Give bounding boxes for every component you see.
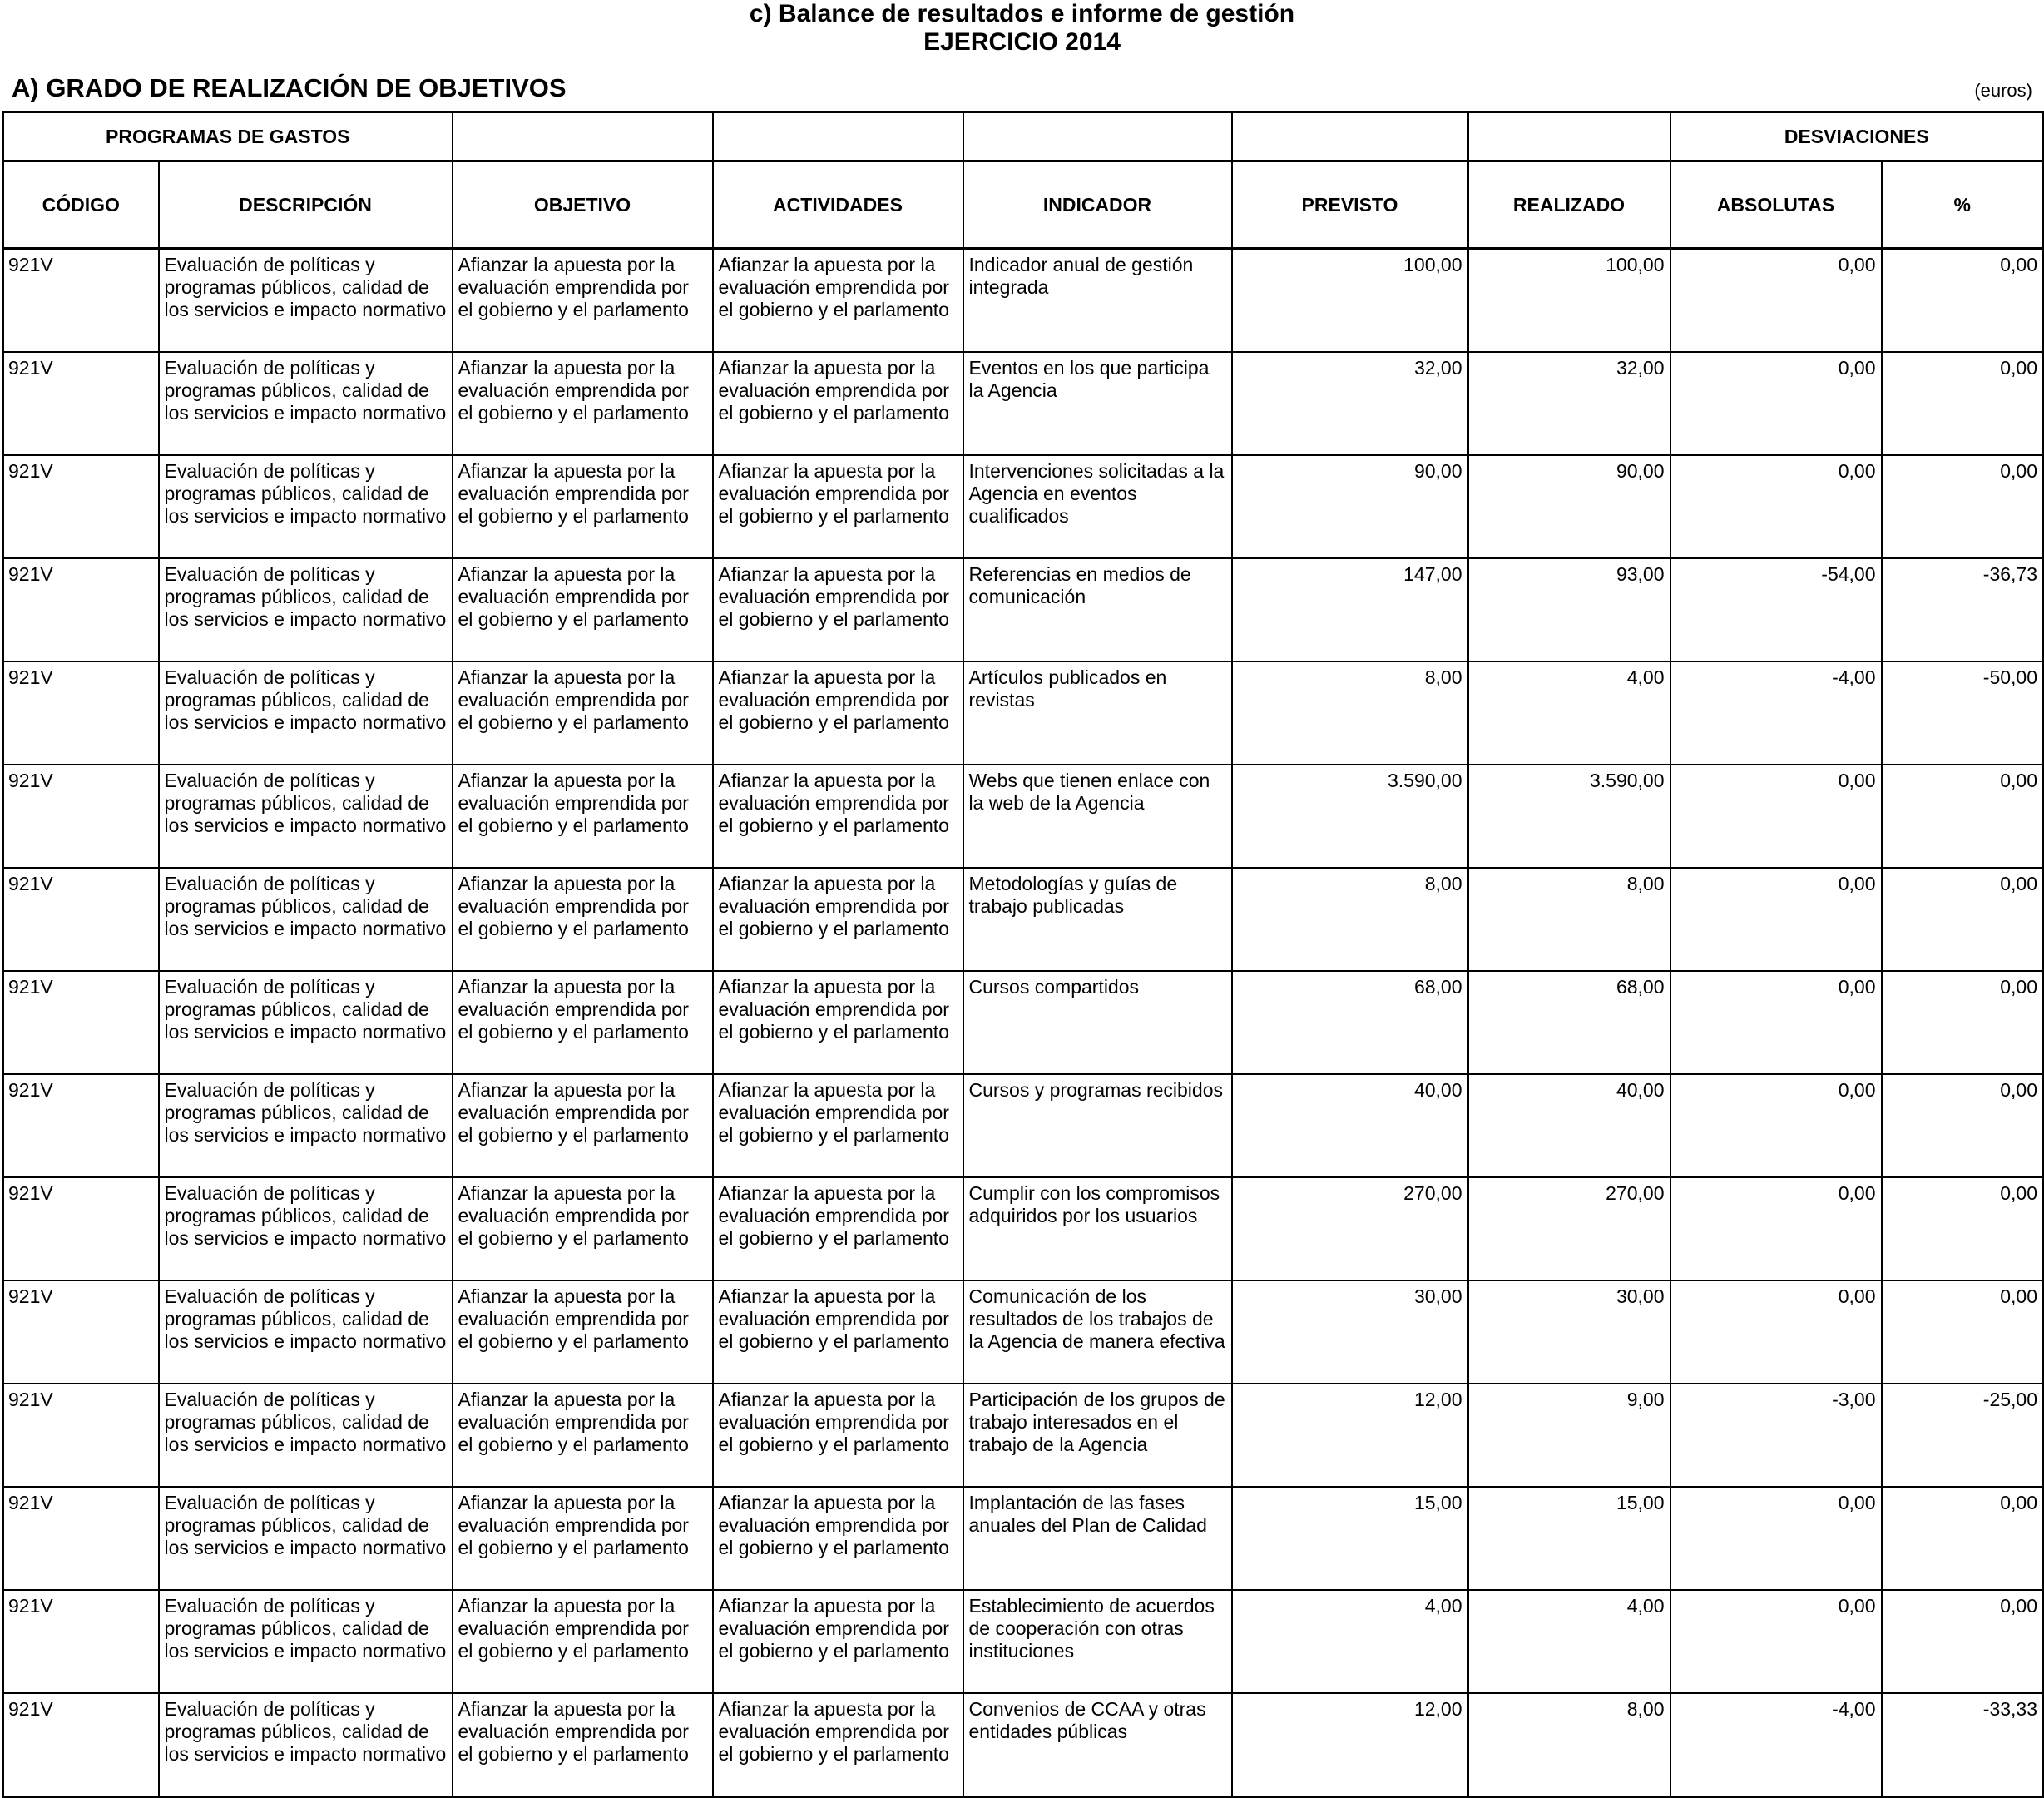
cell-previsto: 8,00 [1232,868,1468,971]
cell-codigo: 921V [3,1280,159,1384]
column-header-descripcion: DESCRIPCIÓN [159,161,453,249]
cell-actividades: Afianzar la apuesta por la evaluación emprendida por el gobierno y el parlamento [713,1074,963,1177]
cell-descripcion: Evaluación de políticas y programas públicos, calidad de los servicios e impacto normativo [159,249,453,353]
cell-actividades: Afianzar la apuesta por la evaluación emprendida por el gobierno y el parlamento [713,1177,963,1280]
cell-realizado: 8,00 [1468,868,1670,971]
cell-absolutas: 0,00 [1670,765,1882,868]
table-row [3,1384,2044,1487]
cell-objetivo: Afianzar la apuesta por la evaluación emprendida por el gobierno y el parlamento [453,661,713,765]
cell-actividades: Afianzar la apuesta por la evaluación emprendida por el gobierno y el parlamento [713,1487,963,1590]
cell-codigo: 921V [3,868,159,971]
cell-actividades: Afianzar la apuesta por la evaluación emprendida por el gobierno y el parlamento [713,868,963,971]
cell-porcentaje: 0,00 [1882,352,2044,455]
cell-actividades: Afianzar la apuesta por la evaluación emprendida por el gobierno y el parlamento [713,765,963,868]
column-header-codigo: CÓDIGO [3,161,159,249]
cell-previsto: 3.590,00 [1232,765,1468,868]
section-title: A) GRADO DE REALIZACIÓN DE OBJETIVOS [12,73,567,102]
table-row [3,1074,2044,1177]
column-header-objetivo: OBJETIVO [453,161,713,249]
cell-indicador: Cursos y programas recibidos [963,1074,1232,1177]
cell-realizado: 4,00 [1468,1590,1670,1693]
cell-absolutas: -3,00 [1670,1384,1882,1487]
group-header-desviaciones: DESVIACIONES [1670,112,2044,161]
cell-codigo: 921V [3,765,159,868]
cell-realizado: 270,00 [1468,1177,1670,1280]
cell-indicador: Cumplir con los compromisos adquiridos por los usuarios [963,1177,1232,1280]
cell-actividades: Afianzar la apuesta por la evaluación emprendida por el gobierno y el parlamento [713,455,963,558]
cell-indicador: Implantación de las fases anuales del Plan de Calidad [963,1487,1232,1590]
cell-codigo: 921V [3,1074,159,1177]
column-header-porcentaje: % [1882,161,2044,249]
objectives-table [2,111,2044,1798]
cell-indicador: Metodologías y guías de trabajo publicadas [963,868,1232,971]
table-row [3,455,2044,558]
cell-porcentaje: -25,00 [1882,1384,2044,1487]
cell-codigo: 921V [3,1487,159,1590]
cell-objetivo: Afianzar la apuesta por la evaluación emprendida por el gobierno y el parlamento [453,1074,713,1177]
cell-realizado: 90,00 [1468,455,1670,558]
cell-descripcion: Evaluación de políticas y programas públicos, calidad de los servicios e impacto normativo [159,1384,453,1487]
cell-indicador: Cursos compartidos [963,971,1232,1074]
table-row [3,1177,2044,1280]
cell-objetivo: Afianzar la apuesta por la evaluación emprendida por el gobierno y el parlamento [453,352,713,455]
cell-porcentaje: 0,00 [1882,249,2044,353]
cell-descripcion: Evaluación de políticas y programas públicos, calidad de los servicios e impacto normativo [159,558,453,661]
group-header-row [3,112,2044,161]
cell-absolutas: 0,00 [1670,1177,1882,1280]
cell-descripcion: Evaluación de políticas y programas públicos, calidad de los servicios e impacto normativo [159,352,453,455]
cell-realizado: 93,00 [1468,558,1670,661]
cell-realizado: 9,00 [1468,1384,1670,1487]
cell-porcentaje: -36,73 [1882,558,2044,661]
document-header [0,0,2044,57]
cell-previsto: 12,00 [1232,1693,1468,1797]
cell-previsto: 30,00 [1232,1280,1468,1384]
group-header-empty [963,112,1232,161]
group-header-programas: PROGRAMAS DE GASTOS [3,112,453,161]
cell-indicador: Eventos en los que participa la Agencia [963,352,1232,455]
cell-realizado: 68,00 [1468,971,1670,1074]
cell-descripcion: Evaluación de políticas y programas públicos, calidad de los servicios e impacto normativo [159,1280,453,1384]
cell-realizado: 8,00 [1468,1693,1670,1797]
cell-realizado: 3.590,00 [1468,765,1670,868]
cell-indicador: Convenios de CCAA y otras entidades públicas [963,1693,1232,1797]
table-row [3,1590,2044,1693]
column-header-realizado: REALIZADO [1468,161,1670,249]
table-body [3,249,2044,1797]
cell-actividades: Afianzar la apuesta por la evaluación emprendida por el gobierno y el parlamento [713,1280,963,1384]
table-row [3,1487,2044,1590]
cell-codigo: 921V [3,661,159,765]
cell-realizado: 40,00 [1468,1074,1670,1177]
table-row [3,352,2044,455]
cell-descripcion: Evaluación de políticas y programas públicos, calidad de los servicios e impacto normativo [159,971,453,1074]
cell-absolutas: 0,00 [1670,1590,1882,1693]
cell-descripcion: Evaluación de políticas y programas públicos, calidad de los servicios e impacto normativo [159,1590,453,1693]
cell-codigo: 921V [3,455,159,558]
cell-realizado: 100,00 [1468,249,1670,353]
cell-descripcion: Evaluación de políticas y programas públicos, calidad de los servicios e impacto normativo [159,1177,453,1280]
cell-indicador: Comunicación de los resultados de los trabajos de la Agencia de manera efectiva [963,1280,1232,1384]
cell-realizado: 30,00 [1468,1280,1670,1384]
cell-porcentaje: -50,00 [1882,661,2044,765]
group-header-empty [713,112,963,161]
cell-indicador: Artículos publicados en revistas [963,661,1232,765]
cell-previsto: 90,00 [1232,455,1468,558]
document-title: c) Balance de resultados e informe de gestión [749,0,1295,27]
group-header-empty [1232,112,1468,161]
cell-actividades: Afianzar la apuesta por la evaluación emprendida por el gobierno y el parlamento [713,352,963,455]
cell-porcentaje: 0,00 [1882,1590,2044,1693]
cell-indicador: Referencias en medios de comunicación [963,558,1232,661]
cell-descripcion: Evaluación de políticas y programas públicos, calidad de los servicios e impacto normativo [159,868,453,971]
cell-indicador: Indicador anual de gestión integrada [963,249,1232,353]
cell-previsto: 4,00 [1232,1590,1468,1693]
cell-realizado: 15,00 [1468,1487,1670,1590]
cell-objetivo: Afianzar la apuesta por la evaluación emprendida por el gobierno y el parlamento [453,1177,713,1280]
cell-absolutas: -4,00 [1670,1693,1882,1797]
cell-codigo: 921V [3,1590,159,1693]
cell-objetivo: Afianzar la apuesta por la evaluación emprendida por el gobierno y el parlamento [453,1487,713,1590]
units-label: (euros) [1974,80,2032,101]
cell-realizado: 32,00 [1468,352,1670,455]
column-header-row [3,161,2044,249]
cell-indicador: Webs que tienen enlace con la web de la Agencia [963,765,1232,868]
cell-codigo: 921V [3,1384,159,1487]
cell-actividades: Afianzar la apuesta por la evaluación emprendida por el gobierno y el parlamento [713,1693,963,1797]
cell-codigo: 921V [3,1693,159,1797]
cell-porcentaje: 0,00 [1882,765,2044,868]
cell-porcentaje: -33,33 [1882,1693,2044,1797]
cell-absolutas: 0,00 [1670,352,1882,455]
cell-objetivo: Afianzar la apuesta por la evaluación emprendida por el gobierno y el parlamento [453,868,713,971]
cell-indicador: Participación de los grupos de trabajo interesados en el trabajo de la Agencia [963,1384,1232,1487]
cell-absolutas: 0,00 [1670,868,1882,971]
cell-actividades: Afianzar la apuesta por la evaluación emprendida por el gobierno y el parlamento [713,1590,963,1693]
column-header-actividades: ACTIVIDADES [713,161,963,249]
group-header-empty [1468,112,1670,161]
table-row [3,971,2044,1074]
cell-descripcion: Evaluación de políticas y programas públicos, calidad de los servicios e impacto normativo [159,455,453,558]
cell-porcentaje: 0,00 [1882,971,2044,1074]
cell-objetivo: Afianzar la apuesta por la evaluación emprendida por el gobierno y el parlamento [453,249,713,353]
document-subtitle: EJERCICIO 2014 [923,28,1121,56]
table-row [3,765,2044,868]
table-row [3,1280,2044,1384]
cell-absolutas: -54,00 [1670,558,1882,661]
cell-previsto: 40,00 [1232,1074,1468,1177]
cell-objetivo: Afianzar la apuesta por la evaluación emprendida por el gobierno y el parlamento [453,1280,713,1384]
cell-previsto: 8,00 [1232,661,1468,765]
cell-porcentaje: 0,00 [1882,455,2044,558]
cell-objetivo: Afianzar la apuesta por la evaluación emprendida por el gobierno y el parlamento [453,1590,713,1693]
cell-porcentaje: 0,00 [1882,1487,2044,1590]
cell-absolutas: 0,00 [1670,1280,1882,1384]
cell-objetivo: Afianzar la apuesta por la evaluación emprendida por el gobierno y el parlamento [453,971,713,1074]
cell-absolutas: 0,00 [1670,1074,1882,1177]
cell-objetivo: Afianzar la apuesta por la evaluación emprendida por el gobierno y el parlamento [453,455,713,558]
cell-actividades: Afianzar la apuesta por la evaluación emprendida por el gobierno y el parlamento [713,1384,963,1487]
cell-previsto: 68,00 [1232,971,1468,1074]
cell-actividades: Afianzar la apuesta por la evaluación emprendida por el gobierno y el parlamento [713,971,963,1074]
table-row [3,661,2044,765]
cell-previsto: 12,00 [1232,1384,1468,1487]
cell-descripcion: Evaluación de políticas y programas públicos, calidad de los servicios e impacto normativo [159,1693,453,1797]
cell-previsto: 32,00 [1232,352,1468,455]
cell-porcentaje: 0,00 [1882,868,2044,971]
cell-porcentaje: 0,00 [1882,1177,2044,1280]
cell-descripcion: Evaluación de políticas y programas públicos, calidad de los servicios e impacto normativo [159,765,453,868]
cell-descripcion: Evaluación de políticas y programas públicos, calidad de los servicios e impacto normativo [159,1074,453,1177]
cell-indicador: Intervenciones solicitadas a la Agencia en eventos cualificados [963,455,1232,558]
cell-actividades: Afianzar la apuesta por la evaluación emprendida por el gobierno y el parlamento [713,558,963,661]
column-header-absolutas: ABSOLUTAS [1670,161,1882,249]
cell-objetivo: Afianzar la apuesta por la evaluación emprendida por el gobierno y el parlamento [453,558,713,661]
cell-codigo: 921V [3,352,159,455]
cell-absolutas: 0,00 [1670,1487,1882,1590]
table-row [3,868,2044,971]
column-header-indicador: INDICADOR [963,161,1232,249]
cell-previsto: 270,00 [1232,1177,1468,1280]
cell-absolutas: 0,00 [1670,971,1882,1074]
cell-codigo: 921V [3,1177,159,1280]
table-row [3,558,2044,661]
column-header-previsto: PREVISTO [1232,161,1468,249]
table-row [3,1693,2044,1797]
cell-codigo: 921V [3,249,159,353]
cell-descripcion: Evaluación de políticas y programas públicos, calidad de los servicios e impacto normativo [159,1487,453,1590]
cell-codigo: 921V [3,558,159,661]
cell-porcentaje: 0,00 [1882,1280,2044,1384]
cell-descripcion: Evaluación de políticas y programas públicos, calidad de los servicios e impacto normativo [159,661,453,765]
cell-objetivo: Afianzar la apuesta por la evaluación emprendida por el gobierno y el parlamento [453,1384,713,1487]
cell-absolutas: 0,00 [1670,249,1882,353]
cell-absolutas: -4,00 [1670,661,1882,765]
cell-realizado: 4,00 [1468,661,1670,765]
cell-indicador: Establecimiento de acuerdos de cooperación con otras instituciones [963,1590,1232,1693]
table-row [3,249,2044,353]
cell-absolutas: 0,00 [1670,455,1882,558]
cell-codigo: 921V [3,971,159,1074]
cell-actividades: Afianzar la apuesta por la evaluación emprendida por el gobierno y el parlamento [713,249,963,353]
cell-previsto: 15,00 [1232,1487,1468,1590]
cell-actividades: Afianzar la apuesta por la evaluación emprendida por el gobierno y el parlamento [713,661,963,765]
cell-previsto: 147,00 [1232,558,1468,661]
cell-previsto: 100,00 [1232,249,1468,353]
cell-objetivo: Afianzar la apuesta por la evaluación emprendida por el gobierno y el parlamento [453,1693,713,1797]
cell-porcentaje: 0,00 [1882,1074,2044,1177]
cell-objetivo: Afianzar la apuesta por la evaluación emprendida por el gobierno y el parlamento [453,765,713,868]
group-header-empty [453,112,713,161]
